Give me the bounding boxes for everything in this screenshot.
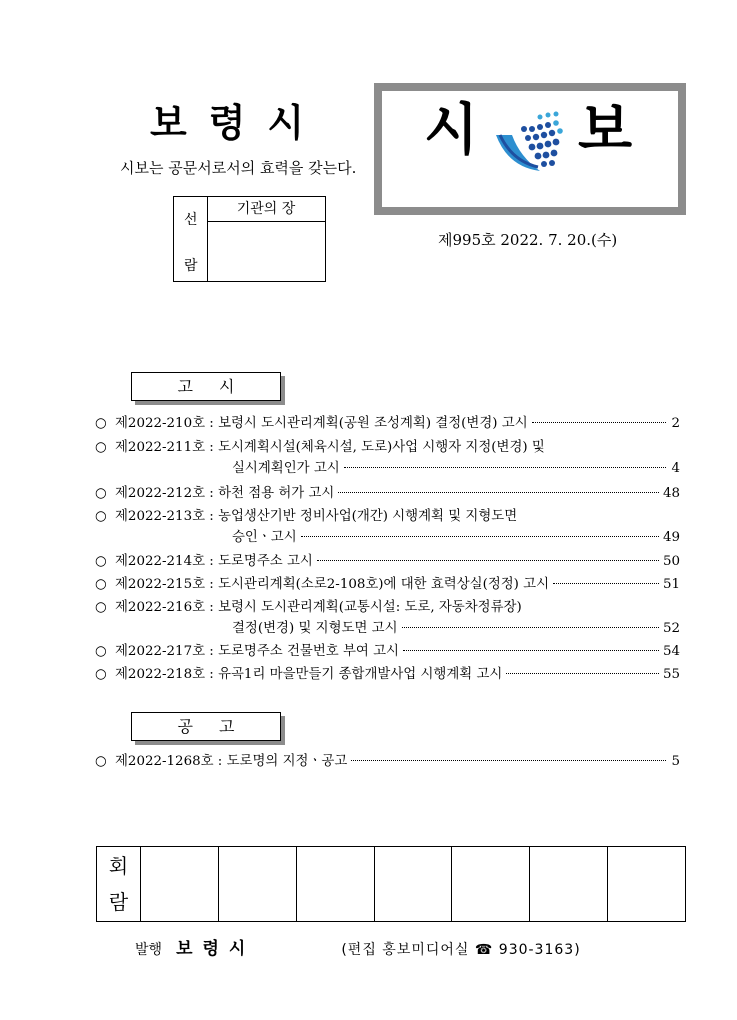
list-item [95,751,680,772]
city-title: 보령시 [150,101,327,145]
bullet-icon: ○ [95,644,107,659]
issue-info: 제995호 2022. 7. 20.(수) [438,231,618,249]
bullet-icon: ○ [95,754,107,769]
review-cell [218,847,296,922]
page-number: 52 [662,621,680,636]
section-heading-notices: 고시 [131,372,281,401]
bullet-icon: ○ [95,554,107,569]
circulation-label-bottom: 람 [184,258,198,274]
notice-title: 농업생산기반 정비사업(개간) 시행계획 및 지형도면 [218,509,518,524]
circulation-label [174,197,208,281]
notice-title: 도로명의 지정ㆍ공고 [226,754,348,769]
notice-title-cont: 결정(변경) 및 지형도면 고시 [232,621,398,636]
list-item [95,664,680,685]
list-item [95,641,680,662]
masthead-logo-inner [381,90,679,208]
list-item [95,483,680,504]
list-item [95,506,680,548]
notice-number: 제2022-215호 : [115,577,219,592]
notice-title: 보령시 도시관리계획(공원 조성계획) 결정(변경) 고시 [218,416,528,431]
review-cell [296,847,374,922]
city-emblem-icon [494,105,574,177]
notice-number: 제2022-1268호 : [115,754,227,769]
page-number: 51 [662,577,680,592]
circulation-header: 기관의 장 [207,197,325,222]
list-item [95,574,680,595]
review-cell [452,847,530,922]
circulation-box [173,196,326,282]
bullet-icon: ○ [95,600,107,615]
footer-editor: (편집 홍보미디어실 ☎ 930-3163) [341,942,581,958]
review-cell [608,847,686,922]
notice-title: 도시계획시설(체육시설, 도로)사업 시행자 지정(변경) 및 [218,440,545,455]
notice-number: 제2022-216호 : [115,600,219,615]
list-item [95,597,680,639]
review-label-bottom: 람 [108,890,129,914]
footer-issued-by: 발행 [135,942,163,958]
masthead-logo [374,83,686,215]
tagline: 시보는 공문서로서의 효력을 갖는다. [120,159,357,177]
bullet-icon: ○ [95,486,107,501]
notice-number: 제2022-218호 : [115,667,219,682]
review-cell [141,847,219,922]
notice-title: 도로명주소 고시 [218,554,313,569]
page-number: 54 [662,644,680,659]
notice-number: 제2022-213호 : [115,509,219,524]
notice-number: 제2022-210호 : [115,416,219,431]
review-cell [530,847,608,922]
page-number: 2 [671,416,680,431]
notice-number: 제2022-211호 : [115,440,219,455]
bullet-icon: ○ [95,440,107,455]
section-heading-announcements: 공고 [131,712,281,741]
notice-title: 도시관리계획(소로2-108호)에 대한 효력상실(정정) 고시 [218,577,550,592]
notice-number: 제2022-212호 : [115,486,219,501]
footer [135,934,581,959]
review-cell [374,847,452,922]
review-label [97,847,141,922]
notice-title-cont: 실시계획인가 고시 [232,461,340,476]
circulation-label-top: 선 [184,212,198,228]
list-item [95,413,680,434]
review-table [96,846,686,922]
bullet-icon: ○ [95,509,107,524]
bullet-icon: ○ [95,667,107,682]
page-number: 48 [662,486,680,501]
notice-title: 도로명주소 건물번호 부여 고시 [218,644,399,659]
bullet-icon: ○ [95,416,107,431]
footer-publisher: 보령시 [176,939,256,959]
notice-title: 하천 점용 허가 고시 [218,486,335,501]
list-item [95,551,680,572]
notice-title: 유곡1리 마을만들기 종합개발사업 시행계획 고시 [218,667,503,682]
page-number: 4 [671,461,680,476]
notice-title: 보령시 도시관리계획(교통시설: 도로, 자동차정류장) [218,600,522,615]
logo-right-char: 보 [578,98,633,163]
notice-number: 제2022-217호 : [115,644,219,659]
bullet-icon: ○ [95,577,107,592]
page-number: 55 [662,667,680,682]
list-item [95,437,680,479]
notice-number: 제2022-214호 : [115,554,219,569]
page-number: 49 [662,530,680,545]
logo-left-char: 시 [424,98,479,163]
page-number: 50 [662,554,680,569]
page-number: 5 [671,754,680,769]
notice-title-cont: 승인ㆍ고시 [232,530,297,545]
review-label-top: 회 [108,854,129,878]
